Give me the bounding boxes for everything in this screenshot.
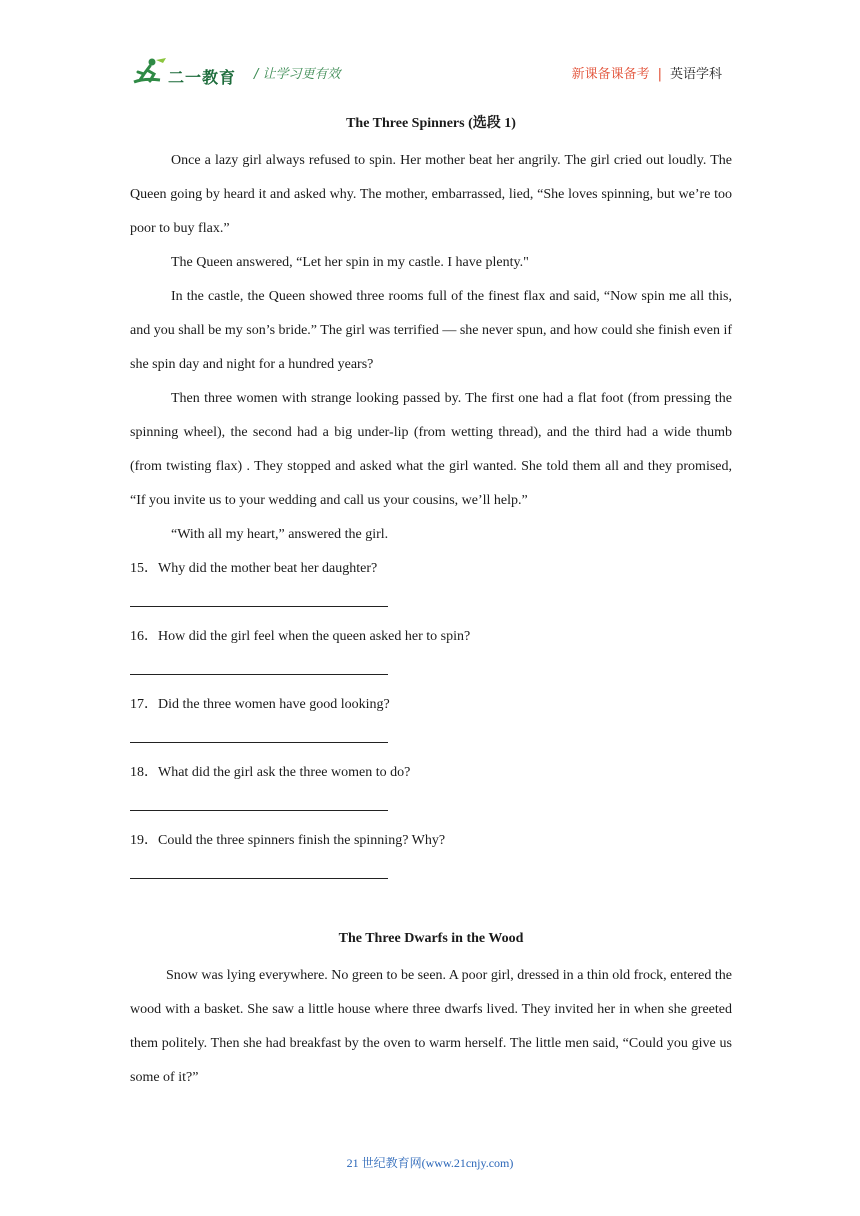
document-body	[130, 110, 732, 1095]
page-footer: 21 世纪教育网(www.21cnjy.com)	[346, 1156, 514, 1170]
runner-logo-icon	[130, 56, 170, 88]
header-slogan: / 让学习更有效	[254, 67, 341, 82]
answer-line-18[interactable]	[130, 810, 388, 811]
logo-text: 二一教育	[168, 68, 237, 87]
passage2-title: The Three Dwarfs in the Wood	[338, 931, 524, 946]
passage1-paragraph: “With all my heart,” answered the girl.	[171, 527, 389, 542]
passage2-paragraph: Snow was lying everywhere. No green to be seen. A poor girl, dressed in a thin old frock, entered the wood with a basket. She saw a little house where three dwarfs lived. They invited her in when she greeted them politely. Then she had breakfast by the oven to warm herself. The little men said, “Could you give us some of it?”	[130, 968, 732, 1085]
question-16: 16．How did the girl feel when the queen asked her to spin?	[130, 629, 471, 644]
header-tag-course: 新课备课备考	[571, 67, 650, 82]
answer-line-16[interactable]	[130, 674, 388, 675]
passage1-paragraph: Then three women with strange looking passed by. The first one had a flat foot (from pressing the spinning wheel), the second had a big under-lip (from wetting thread), and the third had a wide thumb (from twisting flax) . They stopped and asked what the girl wanted. She told them all and they promised, “If you invite us to your wedding and call us your cousins, we’ll help.”	[130, 391, 732, 508]
question-17: 17．Did the three women have good looking?	[130, 697, 390, 712]
logo	[130, 56, 242, 88]
answer-line-19[interactable]	[130, 878, 388, 879]
header-tag-subject: 英语学科	[669, 67, 722, 82]
passage1-title: The Three Spinners (选段 1)	[346, 116, 516, 131]
passage1-paragraph: In the castle, the Queen showed three rooms full of the finest flax and said, “Now spin me all this, and you shall be my son’s bride.” The girl was terrified — she never spun, and how could she finish even if she spin day and night for a hundred years?	[130, 289, 732, 372]
answer-line-15[interactable]	[130, 606, 388, 607]
page-header	[130, 56, 730, 92]
passage1-paragraph: The Queen answered, “Let her spin in my castle. I have plenty."	[171, 255, 529, 270]
header-separator: |	[657, 67, 662, 82]
question-18: 18．What did the girl ask the three women to do?	[130, 765, 411, 780]
question-19: 19．Could the three spinners finish the spinning? Why?	[130, 833, 446, 848]
passage1-paragraph: Once a lazy girl always refused to spin. Her mother beat her angrily. The girl cried out loudly. The Queen going by heard it and asked why. The mother, embarrassed, lied, “She loves spinning, but we’re too poor to buy flax.”	[130, 153, 732, 236]
header-right	[572, 63, 722, 82]
answer-line-17[interactable]	[130, 742, 388, 743]
question-15: 15．Why did the mother beat her daughter?	[130, 561, 378, 576]
